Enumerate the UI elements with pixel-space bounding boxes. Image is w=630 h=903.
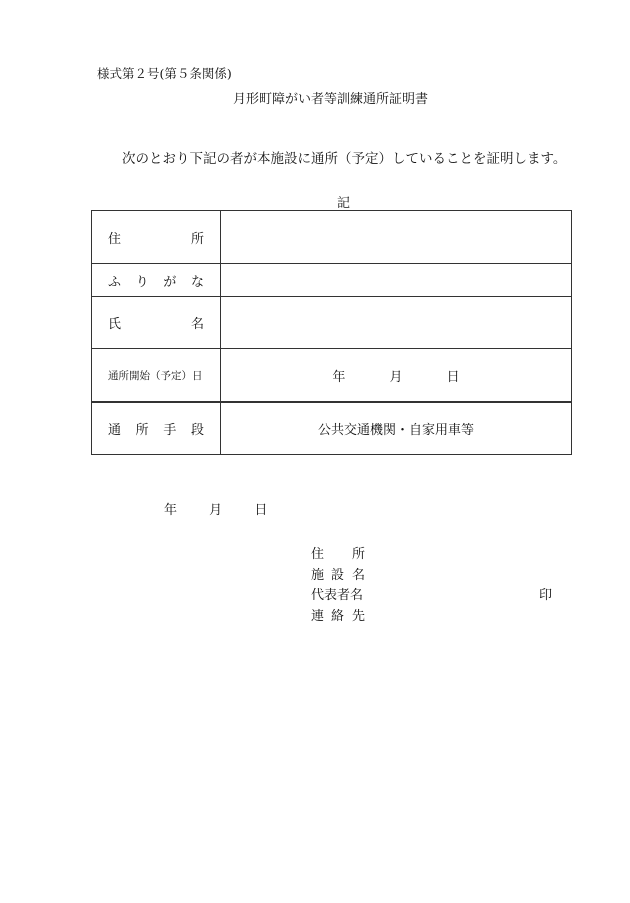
issue-date[interactable] [164,499,267,518]
ki-heading: 記 [337,196,351,211]
address-label-char: 所 [190,231,204,247]
start-date-label: 通所開始（予定）日 [108,369,203,382]
furigana-label-cell [92,264,221,297]
start-date-value-cell[interactable] [221,349,572,403]
table-row [92,349,572,403]
document-title: 月形町障がい者等訓練通所証明書 [233,92,429,107]
name-label-char: 名 [190,317,204,332]
sig-representative-label: 代表者名 [311,588,364,603]
name-value-cell[interactable] [221,297,572,349]
name-label-char: 氏 [108,317,122,332]
transport-label-cell [92,402,221,455]
furigana-label-char: り [135,274,149,290]
transport-label-char: 手 [163,423,177,438]
table-row [92,402,572,455]
form-number: 様式第２号(第５条関係) [97,66,232,81]
year-char: 年 [332,369,346,385]
furigana-label-char: な [190,274,204,290]
issue-month-char: 月 [209,503,223,518]
day-char: 日 [446,369,460,385]
sig-contact-char: 先 [352,609,366,624]
sig-address-char: 住 [311,547,325,562]
month-char: 月 [389,369,403,385]
transport-value: 公共交通機関・自家用車等 [317,423,474,438]
certificate-table [91,210,572,455]
name-label-cell [92,297,221,349]
sig-facility-char: 施 [311,568,325,583]
table-row [92,264,572,297]
transport-label-char: 段 [190,423,204,438]
start-date-label-cell [92,349,221,403]
sig-facility-char: 設 [331,568,345,583]
table-row [92,211,572,264]
furigana-label-char: が [163,274,177,290]
transport-value-cell[interactable] [221,402,572,455]
issue-day-char: 日 [254,503,268,518]
address-label-char: 住 [108,231,122,247]
transport-label-char: 所 [135,423,149,438]
issue-year-char: 年 [164,503,178,518]
intro-statement: 次のとおり下記の者が本施設に通所（予定）していることを証明します。 [122,151,567,167]
sig-contact-char: 絡 [331,609,345,624]
sig-contact-char: 連 [311,609,325,624]
table-row [92,297,572,349]
address-value-cell[interactable] [221,211,572,264]
address-label-cell [92,211,221,264]
sig-address-char: 所 [352,547,366,562]
transport-label-char: 通 [108,423,122,438]
furigana-value-cell[interactable] [221,264,572,297]
furigana-label-char: ふ [108,274,122,290]
sig-facility-char: 名 [352,568,366,583]
seal-mark: 印 [539,588,553,603]
